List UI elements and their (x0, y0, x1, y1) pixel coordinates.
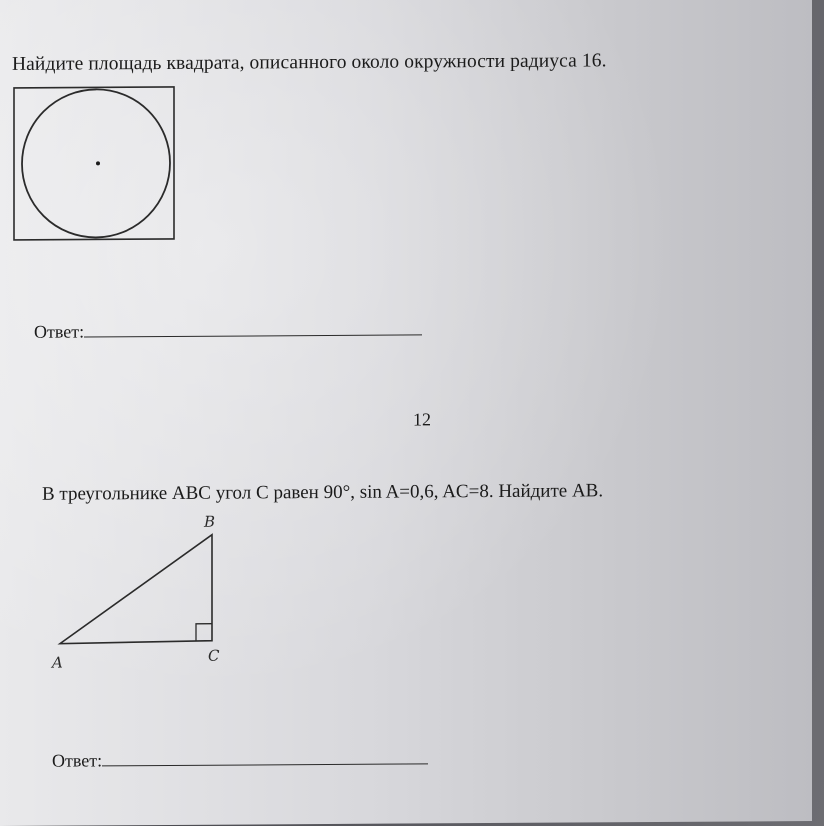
answer-1 (34, 319, 422, 342)
right-angle-mark (196, 624, 212, 641)
right-triangle-figure (40, 509, 240, 680)
page-number: 12 (413, 409, 431, 430)
vertex-label-b: B (204, 512, 216, 531)
answer-2 (52, 748, 428, 771)
square-circle-figure (8, 83, 180, 244)
problem-2-text: В треугольнике ABC угол C равен 90°, sin A=0,6, AC=8. Найдите AB. (42, 480, 604, 505)
answer-1-label: Ответ: (34, 321, 85, 342)
circumscribed-square (14, 87, 174, 240)
vertex-label-c: C (208, 646, 220, 665)
answer-1-blank (84, 320, 422, 337)
answer-2-label: Ответ: (52, 750, 103, 771)
vertex-label-a: A (52, 653, 63, 672)
circle-center-dot (96, 161, 100, 165)
answer-2-blank (102, 749, 428, 766)
problem-1-text: Найдите площадь квадрата, описанного около окружности радиуса 16. (12, 50, 607, 75)
triangle-abc (60, 535, 212, 644)
